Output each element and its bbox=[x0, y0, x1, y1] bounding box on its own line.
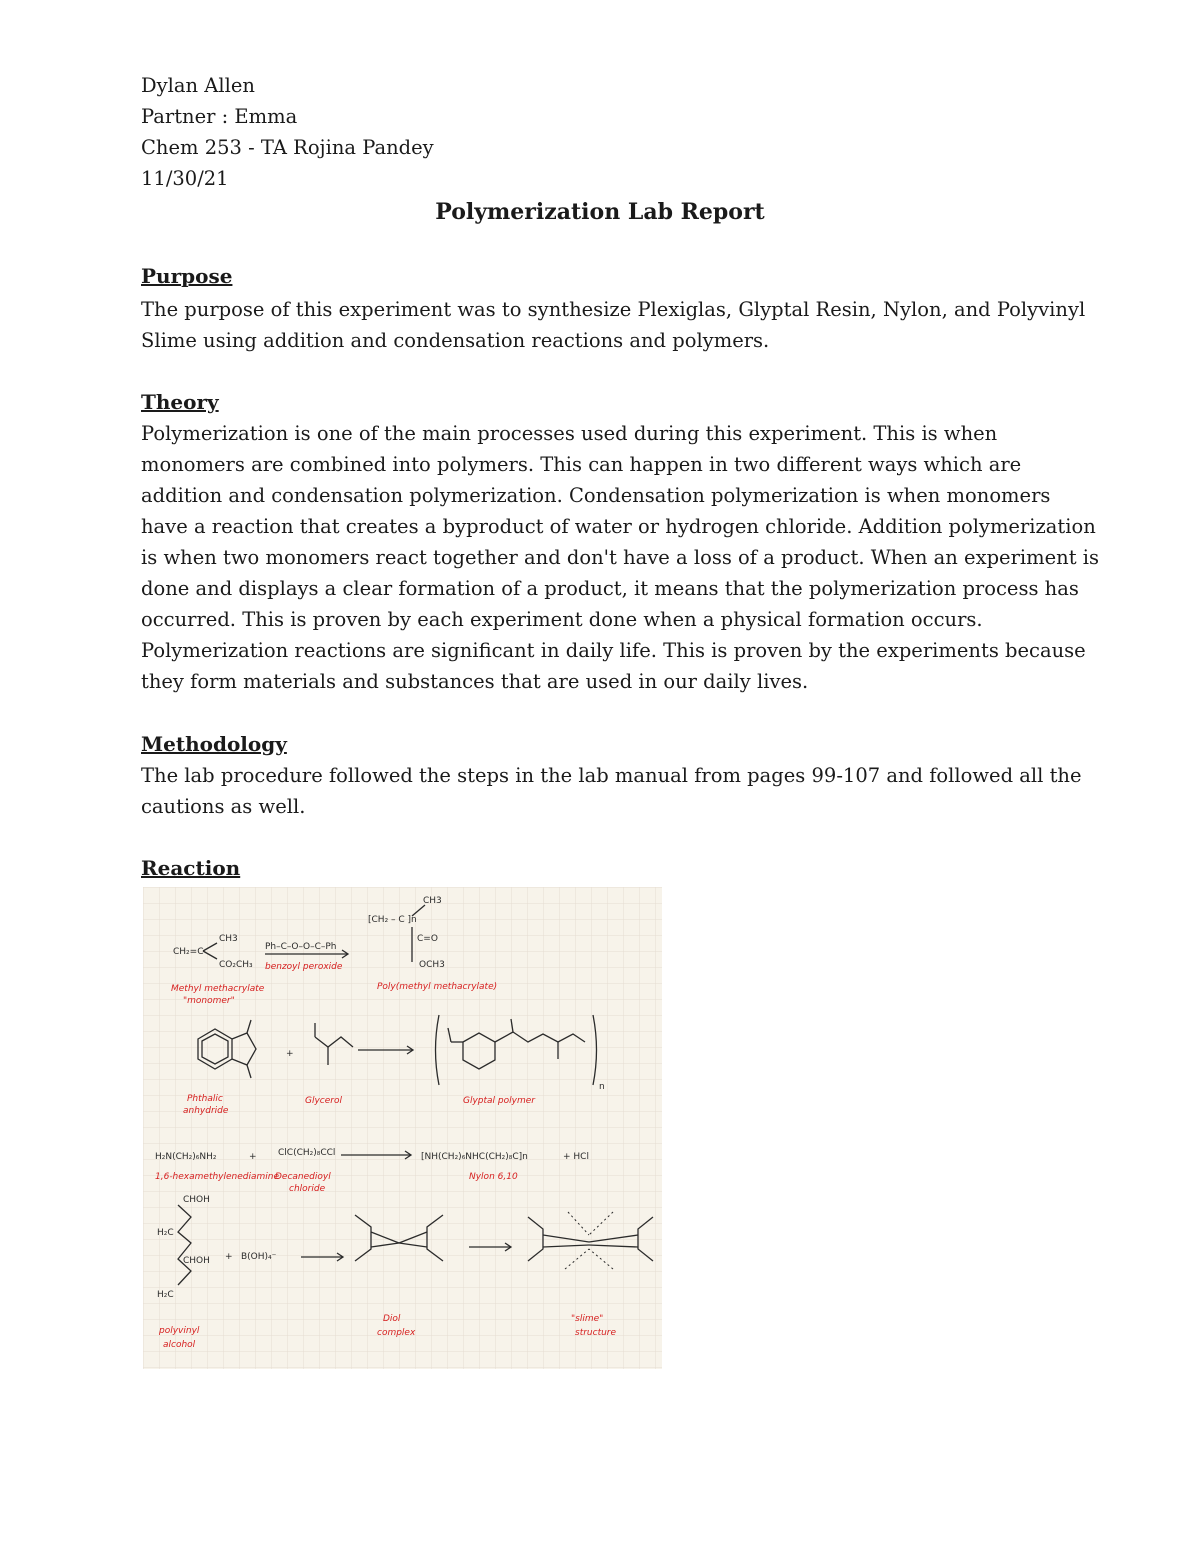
pva-choh: CHOH bbox=[183, 1256, 210, 1266]
report-title: Polymerization Lab Report bbox=[435, 199, 765, 225]
reaction-scheme-image bbox=[143, 887, 662, 1369]
label-decanedioyl: Decanedioyl bbox=[275, 1172, 331, 1182]
borate-formula: B(OH)₄⁻ bbox=[241, 1252, 277, 1262]
label-complex: complex bbox=[377, 1328, 416, 1338]
nylon-formula: [NH(CH₂)₆NHC(CH₂)₈C]n bbox=[421, 1152, 528, 1162]
purpose-line: The purpose of this experiment was to synthesize Plexiglas, Glyptal Resin, Nylon, and Polyvinyl bbox=[141, 298, 1086, 321]
purpose-heading: Purpose bbox=[141, 264, 233, 288]
theory-line: have a reaction that creates a byproduct of water or hydrogen chloride. Addition polymerization bbox=[141, 515, 1096, 538]
label-chloride: chloride bbox=[289, 1184, 326, 1194]
peroxide-formula: Ph–C–O–O–C–Ph bbox=[265, 942, 337, 952]
methodology-line: The lab procedure followed the steps in the lab manual from pages 99-107 and followed all the bbox=[141, 764, 1082, 787]
theory-line: occurred. This is proven by each experiment done when a physical formation occurs. bbox=[141, 608, 983, 631]
theory-line: addition and condensation polymerization. Condensation polymerization is when monomers bbox=[141, 484, 1051, 507]
mma-formula: CH₂=C bbox=[173, 947, 204, 957]
author-name: Dylan Allen bbox=[141, 74, 255, 97]
label-benzoyl-peroxide: benzoyl peroxide bbox=[265, 962, 343, 972]
label-polyvinyl: polyvinyl bbox=[159, 1326, 200, 1336]
label-glyptal: Glyptal polymer bbox=[463, 1096, 535, 1106]
label-alcohol: alcohol bbox=[163, 1340, 196, 1350]
label-structure: structure bbox=[575, 1328, 617, 1338]
theory-line: done and displays a clear formation of a product, it means that the polymerization process has bbox=[141, 577, 1079, 600]
label-diol: Diol bbox=[383, 1314, 401, 1324]
purpose-paragraph bbox=[141, 294, 1086, 356]
mma-ester: CO₂CH₃ bbox=[219, 960, 253, 970]
acid-chloride-formula: ClC(CH₂)₈CCl bbox=[278, 1148, 336, 1158]
pmma-methoxy: OCH3 bbox=[419, 960, 445, 970]
methodology-line: cautions as well. bbox=[141, 795, 306, 818]
theory-line: is when two monomers react together and don't have a loss of a product. When an experiment is bbox=[141, 546, 1100, 569]
reaction-heading: Reaction bbox=[141, 856, 241, 880]
plus-sign: + bbox=[286, 1049, 294, 1059]
label-glycerol: Glycerol bbox=[305, 1096, 342, 1106]
theory-heading: Theory bbox=[141, 390, 219, 414]
date-line: 11/30/21 bbox=[141, 167, 229, 190]
plus-sign: + bbox=[225, 1252, 233, 1262]
label-phthalic: Phthalic bbox=[187, 1094, 223, 1104]
pva-choh: CHOH bbox=[183, 1195, 210, 1205]
partner-line: Partner : Emma bbox=[141, 105, 298, 128]
pmma-carbonyl: C=O bbox=[417, 934, 438, 944]
glyptal-subscript: n bbox=[599, 1082, 605, 1092]
label-pmma: Poly(methyl methacrylate) bbox=[377, 982, 498, 992]
pmma-chain: [CH₂ – C ]n bbox=[368, 915, 417, 925]
theory-line: Polymerization reactions are significant in daily life. This is proven by the experiments because bbox=[141, 639, 1086, 662]
theory-line: Polymerization is one of the main processes used during this experiment. This is when bbox=[141, 422, 998, 445]
theory-line: monomers are combined into polymers. This can happen in two different ways which are bbox=[141, 453, 1022, 476]
theory-line: they form materials and substances that are used in our daily lives. bbox=[141, 670, 809, 693]
hcl-byproduct: + HCl bbox=[563, 1152, 589, 1162]
label-mma: Methyl methacrylate bbox=[171, 984, 265, 994]
pmma-ch3: CH3 bbox=[423, 896, 442, 906]
label-slime: "slime" bbox=[571, 1314, 604, 1324]
course-line: Chem 253 - TA Rojina Pandey bbox=[141, 136, 434, 159]
label-anhydride: anhydride bbox=[183, 1106, 229, 1116]
label-nylon: Nylon 6,10 bbox=[469, 1172, 518, 1182]
reaction-scheme-drawing bbox=[143, 887, 662, 1369]
plus-sign: + bbox=[249, 1152, 257, 1162]
methodology-paragraph bbox=[141, 760, 1082, 822]
label-monomer: "monomer" bbox=[183, 996, 235, 1006]
diamine-formula: H₂N(CH₂)₆NH₂ bbox=[155, 1152, 217, 1162]
purpose-line: Slime using addition and condensation reactions and polymers. bbox=[141, 329, 770, 352]
label-diamine: 1,6-hexamethylenediamine bbox=[155, 1172, 280, 1182]
methodology-heading: Methodology bbox=[141, 732, 287, 756]
theory-paragraph bbox=[141, 418, 1100, 697]
pva-h2c: H₂C bbox=[157, 1228, 174, 1238]
mma-ch3: CH3 bbox=[219, 934, 238, 944]
pva-h2c: H₂C bbox=[157, 1290, 174, 1300]
